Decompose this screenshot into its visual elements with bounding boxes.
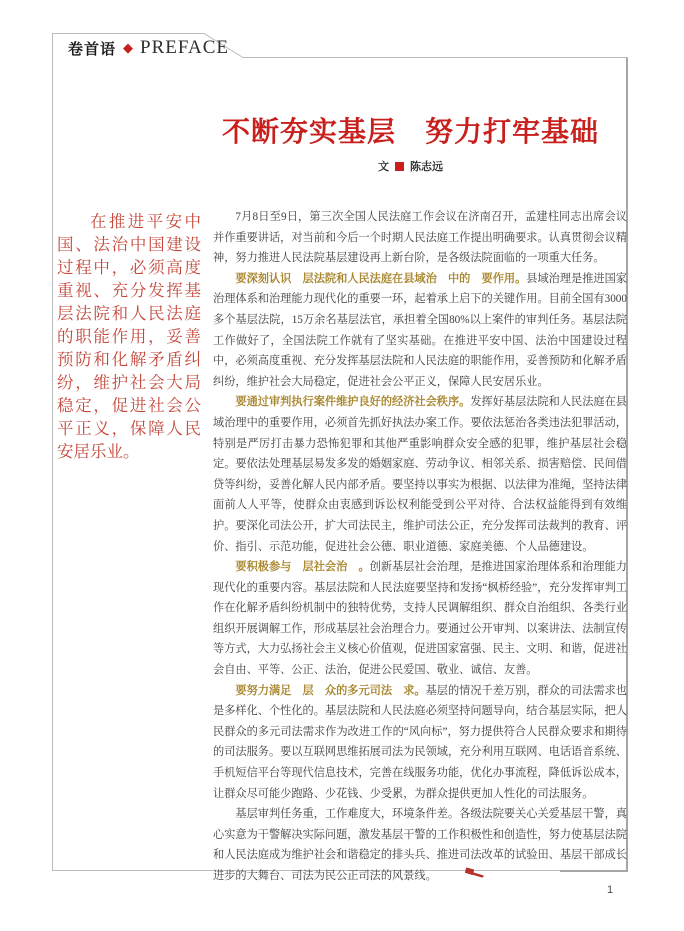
body-paragraph xyxy=(213,681,627,805)
gavel-end-mark-icon xyxy=(442,867,485,889)
paragraph-text: 基层的情况千差万别，群众的司法需求也是多样化、个性化的。基层法院和人民法庭必须坚持问题导向，结合基层实际，把人民群众的多元司法需求作为改进工作的“风向标”，努力提供符合人民群众要求和期待的司法服务。要以互联网思维拓展司法为民领域，充分利用互联网、电话语音系统、手机短信平台等现代信息技术，完善在线服务功能，优化办事流程，降低诉讼成本，让群众尽可能少跑路、少花钱、少受累，为群众提供更加人性化的司法服务。 xyxy=(213,684,627,800)
paragraph-text: 发挥好基层法院和人民法庭在县域治理中的重要作用，必须首先抓好执法办案工作。要依法惩治各类违法犯罪活动，特别是严厉打击暴力恐怖犯罪和其他严重影响群众安全感的犯罪，维护基层社会稳定。要依法处理基层易发多发的婚姻家庭、劳动争议、相邻关系、损害赔偿、民间借贷等纠纷，妥善化解人民内部矛盾。要坚持以事实为根据、以法律为准绳，坚持法律面前人人平等，使群众由衷感到诉讼权利能受到公平对待、合法权益能得到有效维护。要深化司法公开，扩大司法民主，维护司法公正，充分发挥司法裁判的教育、评价、指引、示范功能，促进社会公德、职业道德、家庭美德、个人品德建设。 xyxy=(213,396,627,553)
section-title-cn: 卷首语 xyxy=(68,41,117,58)
article-title: 不断夯实基层 努力打牢基础 xyxy=(221,117,599,148)
paragraph-lead: 要努力满足 层 众的多元司法 求。 xyxy=(235,684,426,697)
page-number: 1 xyxy=(606,884,614,896)
body-paragraph xyxy=(213,269,627,393)
paragraph-lead: 要积极参与 层社会治 。 xyxy=(235,561,370,574)
body-paragraph xyxy=(213,392,627,557)
section-title-en: PREFACE xyxy=(140,37,230,58)
body-paragraph xyxy=(213,207,627,269)
article-body xyxy=(213,207,627,889)
paragraph-lead: 要深刻认识 层法院和人民法庭在县域治 中的 要作用。 xyxy=(235,272,527,285)
byline-author: 陈志远 xyxy=(410,161,443,173)
byline-prefix: 文 xyxy=(378,161,389,173)
byline xyxy=(193,158,628,174)
paragraph-text: 县域治理是推进国家治理体系和治理能力现代化的重要一环，起着承上启下的关键作用。目前全国有3000多个基层法院，15万余名基层法官，承担着全国80%以上案件的审判任务。基层法院工作做好了，全国法院工作就有了坚实基础。在推进平安中国、法治中国建设过程中，必须高度重视、充分发挥基层法院和人民法庭的职能作用，妥善预防和化解矛盾纠纷，维护社会大局稳定，促进社会公平正义，保障人民安居乐业。 xyxy=(213,272,627,388)
section-header xyxy=(68,37,229,59)
pull-quote: 在推进平安中国、法治中国建设过程中，必须高度重视、充分发挥基层法院和人民法庭的职能作用，妥善预防和化解矛盾纠纷，维护社会大局稳定，促进社会公平正义，保障人民安居乐业。 xyxy=(57,212,201,461)
byline-square-icon xyxy=(395,162,404,171)
body-paragraph xyxy=(213,557,627,681)
paragraph-text: 创新基层社会治理，是推进国家治理体系和治理能力现代化的重要内容。基层法院和人民法庭要坚持和发扬“枫桥经验”，充分发挥审判工作在化解矛盾纠纷机制中的独特优势，支持人民调解组织、群众自治组织、各类行业组织开展调解工作，形成基层社会治理合力。要通过公开审判、以案讲法、法制宣传等方式，大力弘扬社会主义核心价值观，促进国家富强、民主、文明、和谐，促进社会自由、平等、公正、法治，促进公民爱国、敬业、诚信、友善。 xyxy=(213,561,627,677)
body-paragraph xyxy=(213,804,627,888)
diamond-icon: ◆ xyxy=(123,39,134,55)
paragraph-lead: 要通过审判执行案件维护良好的经济社会秩序。 xyxy=(235,396,471,409)
paragraph-text: 7月8日至9日，第三次全国人民法庭工作会议在济南召开，孟建柱同志出席会议并作重要讲话，对当前和今后一个时期人民法庭工作提出明确要求。认真贯彻会议精神，努力推进人民法院基层建设再上新台阶，是各级法院面临的一项重大任务。 xyxy=(213,211,627,265)
paragraph-text: 基层审判任务重，工作难度大，环境条件差。各级法院要关心关爱基层干警，真心实意为干警解决实际问题，激发基层干警的工作积极性和创造性，努力使基层法院和人民法庭成为维护社会和谐稳定的排头兵、推进司法改革的试验田、基层干部成长进步的大舞台、司法为民公正司法的风景线。 xyxy=(213,808,627,882)
